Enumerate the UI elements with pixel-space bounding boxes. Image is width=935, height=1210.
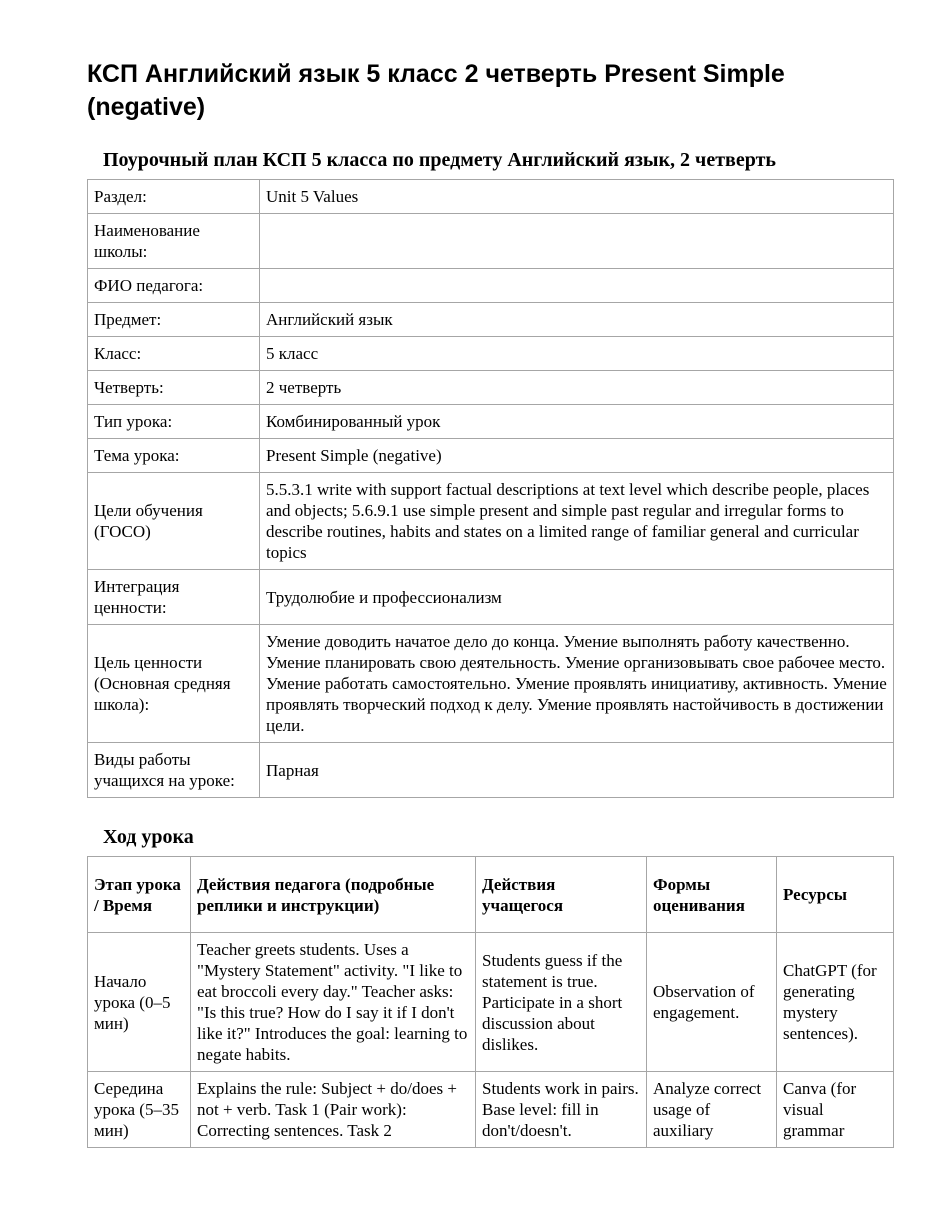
student-cell: Students work in pairs. Base level: fill in don't/doesn't. (476, 1072, 647, 1148)
stage-cell: Начало урока (0–5 мин) (88, 933, 191, 1072)
lesson-flow-table (87, 856, 894, 1148)
info-value: 5.5.3.1 write with support factual descriptions at text level which describe people, places and objects; 5.6.9.1 use simple present and simple past regular and irregular forms to describe routines, habits and states on a limited range of familiar general and curricular topics (260, 473, 894, 570)
info-value: 2 четверть (260, 371, 894, 405)
info-row-lesson-type (88, 405, 894, 439)
info-value: Комбинированный урок (260, 405, 894, 439)
info-value: 5 класс (260, 337, 894, 371)
info-label: Интеграция ценности: (88, 570, 260, 625)
info-label: Цель ценности (Основная средняя школа): (88, 625, 260, 743)
info-row-grade (88, 337, 894, 371)
info-label: Тип урока: (88, 405, 260, 439)
info-value: Трудолюбие и профессионализм (260, 570, 894, 625)
header-teacher-actions: Действия педагога (подробные реплики и инструкции) (191, 857, 476, 933)
lesson-flow-heading: Ход урока (103, 826, 194, 848)
table-row (88, 1072, 894, 1148)
info-value: Парная (260, 743, 894, 798)
assessment-cell: Analyze correct usage of auxiliary (647, 1072, 777, 1148)
info-label: Наименование школы: (88, 214, 260, 269)
table-row (88, 933, 894, 1072)
resources-cell: ChatGPT (for generating mystery sentences). (777, 933, 894, 1072)
info-row-value-integration (88, 570, 894, 625)
info-value (260, 214, 894, 269)
info-row-lesson-topic (88, 439, 894, 473)
info-row-school (88, 214, 894, 269)
info-label: Четверть: (88, 371, 260, 405)
table-header-row (88, 857, 894, 933)
info-label: Раздел: (88, 180, 260, 214)
teacher-cell: Teacher greets students. Uses a "Mystery Statement" activity. "I like to eat broccoli every day." Teacher asks: "Is this true? How do I say it if I don't like it?" Introduces the goal: learning to negate habits. (191, 933, 476, 1072)
plan-heading: Поурочный план КСП 5 класса по предмету Английский язык, 2 четверть (103, 149, 776, 171)
info-row-work-types (88, 743, 894, 798)
info-label: ФИО педагога: (88, 269, 260, 303)
info-value: Present Simple (negative) (260, 439, 894, 473)
info-label: Предмет: (88, 303, 260, 337)
info-row-value-goal (88, 625, 894, 743)
stage-cell: Середина урока (5–35 мин) (88, 1072, 191, 1148)
info-value: Unit 5 Values (260, 180, 894, 214)
lesson-info-table (87, 179, 894, 798)
header-resources: Ресурсы (777, 857, 894, 933)
teacher-cell: Explains the rule: Subject + do/does + not + verb. Task 1 (Pair work): Correcting sentences. Task 2 (191, 1072, 476, 1148)
info-row-section (88, 180, 894, 214)
header-assessment: Формы оценивания (647, 857, 777, 933)
page-title: КСП Английский язык 5 класс 2 четверть Present Simple (negative) (87, 60, 785, 121)
info-label: Виды работы учащихся на уроке: (88, 743, 260, 798)
info-label: Тема урока: (88, 439, 260, 473)
info-row-learning-goals (88, 473, 894, 570)
student-cell: Students guess if the statement is true. Participate in a short discussion about dislikes. (476, 933, 647, 1072)
info-label: Класс: (88, 337, 260, 371)
info-row-teacher (88, 269, 894, 303)
resources-cell: Canva (for visual grammar (777, 1072, 894, 1148)
info-value: Умение доводить начатое дело до конца. Умение выполнять работу качественно. Умение планировать свою деятельность. Умение организовывать свое рабочее место. Умение работать самостоятельно. Умение проявлять инициативу, активность. Умение проявлять творческий подход к делу. Умение проявлять настойчивость в достижении цели. (260, 625, 894, 743)
info-row-subject (88, 303, 894, 337)
info-label: Цели обучения (ГОСО) (88, 473, 260, 570)
info-value (260, 269, 894, 303)
assessment-cell: Observation of engagement. (647, 933, 777, 1072)
info-row-quarter (88, 371, 894, 405)
header-student-actions: Действия учащегося (476, 857, 647, 933)
info-value: Английский язык (260, 303, 894, 337)
header-stage: Этап урока / Время (88, 857, 191, 933)
